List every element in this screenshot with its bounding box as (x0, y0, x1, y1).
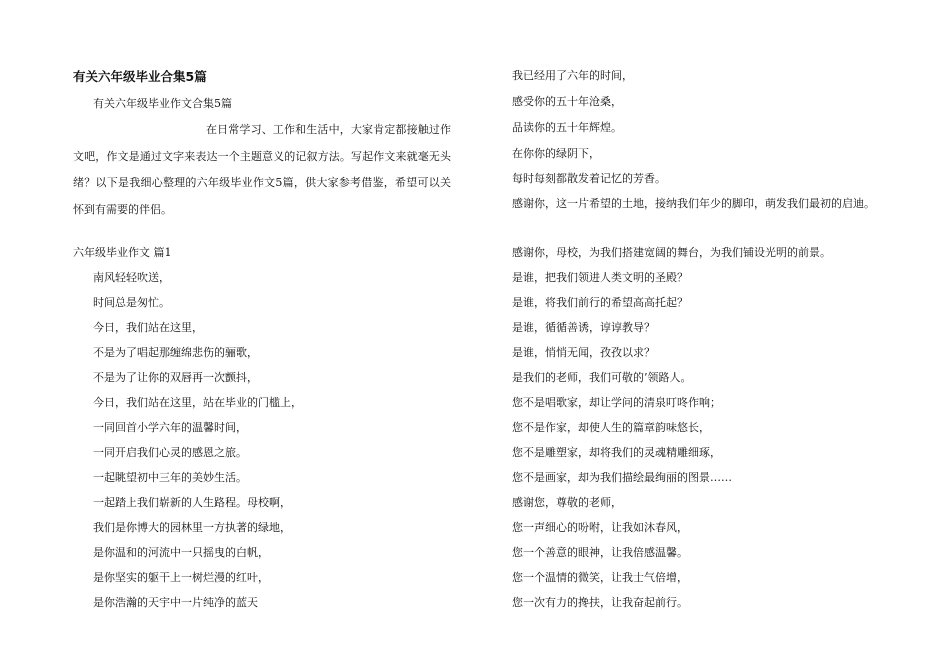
poem-line: 不是为了唱起那缠绵悲伤的骊歌， (93, 346, 258, 359)
poem-line: 感谢你，这一片希望的土地，接纳我们年少的脚印，萌发我们最初的启迪。 (512, 197, 875, 210)
poem-line: 您不是画家，却为我们描绘最绚丽的图景…… (512, 471, 732, 484)
poem-line: 是谁，悄悄无闻，孜孜以求？ (512, 346, 655, 359)
poem-line: 感受你的五十年沧桑， (512, 95, 622, 108)
poem-line: 感谢您，尊敬的老师， (512, 496, 622, 509)
poem-line: 一起踏上我们崭新的人生路程。母校啊， (93, 496, 291, 509)
poem-line: 是谁，将我们前行的希望高高托起？ (512, 296, 688, 309)
poem-line: 我们是你博大的园林里一方执著的绿地， (93, 521, 291, 534)
essay-heading: 六年级毕业作文 篇1 (73, 246, 172, 259)
poem-line: 一起眺望初中三年的美妙生活。 (93, 471, 247, 484)
poem-line: 是我们的老师，我们可敬的’领路人。 (512, 371, 692, 384)
poem-line: 一同回首小学六年的温馨时间， (93, 421, 247, 434)
document-subtitle: 有关六年级毕业作文合集5篇 (93, 97, 232, 110)
poem-line: 是你浩瀚的天宇中一片纯净的蓝天 (93, 596, 258, 609)
poem-line: 在你你的绿阴下， (512, 147, 600, 160)
poem-line: 我已经用了六年的时间， (512, 69, 633, 82)
poem-line: 是谁，循循善诱，谆谆教导？ (512, 321, 655, 334)
poem-line: 今日，我们站在这里，站在毕业的门槛上， (93, 396, 302, 409)
poem-line: 不是为了让你的双唇再一次颤抖， (93, 371, 258, 384)
poem-line: 您一次有力的搀扶，让我奋起前行。 (512, 596, 688, 609)
poem-line: 每时每刻都散发着记忆的芳香。 (512, 172, 666, 185)
poem-line: 是谁，把我们领进人类文明的圣殿？ (512, 271, 688, 284)
poem-line: 品读你的五十年辉煌。 (512, 121, 622, 134)
poem-line: 感谢你，母校，为我们搭建宽阔的舞台，为我们铺设光明的前景。 (512, 246, 831, 259)
poem-line: 是你坚实的躯干上一树烂漫的红叶， (93, 571, 269, 584)
poem-line: 您一声细心的吩咐，让我如沐春风， (512, 521, 688, 534)
poem-line: 今日，我们站在这里， (93, 321, 203, 334)
poem-line: 您一个温情的微笑，让我士气倍增， (512, 571, 688, 584)
poem-line: 您一个善意的眼神，让我倍感温馨。 (512, 546, 688, 559)
poem-line: 您不是唱歌家，却让学问的清泉叮咚作响； (512, 396, 721, 409)
poem-line: 是你温和的河流中一只摇曳的白帆， (93, 546, 269, 559)
intro-paragraph: 在日常学习、工作和生活中，大家肯定都接触过作文吧，作文是通过文字来表达一个主题意义的记叙方法。写起作文来就毫无头绪？以下是我细心整理的六年级毕业作文5篇，供大家参考借鉴，希望可以关怀到有需要的伴侣。 (73, 123, 451, 216)
poem-line: 时间总是匆忙。 (93, 296, 170, 309)
poem-line: 一同开启我们心灵的感恩之旅。 (93, 446, 247, 459)
document-title: 有关六年级毕业合集5篇 (73, 69, 207, 84)
poem-line: 您不是作家，却使人生的篇章韵味悠长， (512, 421, 710, 434)
poem-line: 南风轻轻吹送， (93, 271, 170, 284)
poem-line: 您不是雕塑家，却将我们的灵魂精雕细琢， (512, 446, 721, 459)
